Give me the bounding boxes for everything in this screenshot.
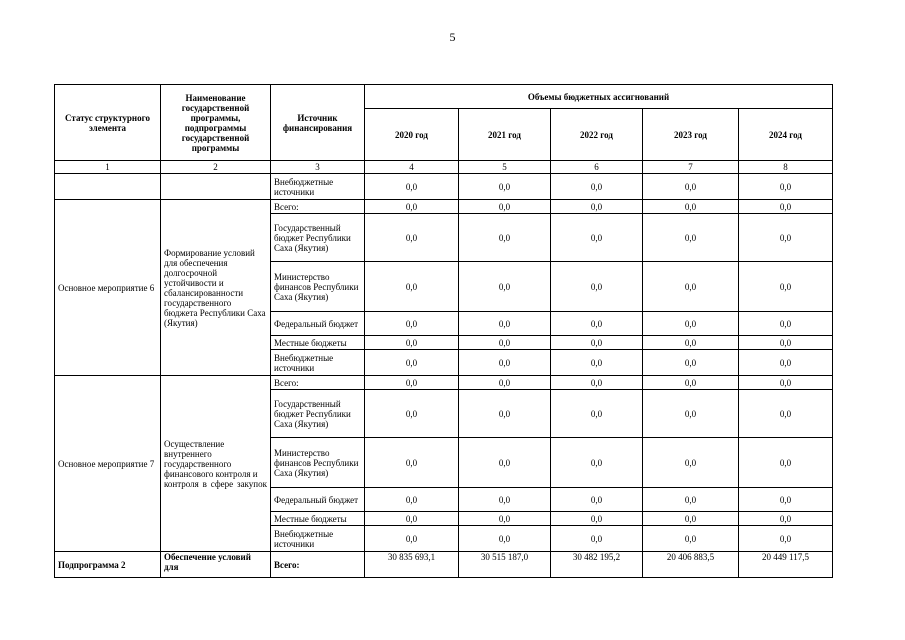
value-cell: 0,0: [365, 200, 459, 214]
value-cell: 0,0: [551, 390, 643, 438]
value-cell: 0,0: [459, 174, 551, 200]
index-cell: 7: [643, 161, 739, 174]
value-cell: 20 449 117,5: [739, 552, 833, 578]
page-number: 5: [449, 30, 456, 44]
value-cell: 0,0: [643, 488, 739, 512]
value-cell: 0,0: [365, 438, 459, 488]
value-cell: 0,0: [551, 262, 643, 312]
value-cell: 0,0: [459, 488, 551, 512]
header-year: 2021 год: [459, 109, 551, 161]
value-cell: 0,0: [459, 336, 551, 350]
table-row: [55, 376, 833, 390]
value-cell: 0,0: [739, 214, 833, 262]
subprogram-name: Обеспечение условий для: [161, 552, 271, 578]
header-year: 2023 год: [643, 109, 739, 161]
header-status: Статус структурного элемента: [55, 85, 161, 161]
table-row: [55, 200, 833, 214]
value-cell: 0,0: [643, 262, 739, 312]
source-cell: Внебюджетные источники: [271, 350, 365, 376]
value-cell: 0,0: [643, 336, 739, 350]
value-cell: 0,0: [551, 512, 643, 526]
source-cell: Федеральный бюджет: [271, 488, 365, 512]
source-cell: Федеральный бюджет: [271, 312, 365, 336]
subprogram-status: Подпрограмма 2: [55, 552, 161, 578]
value-cell: 0,0: [739, 336, 833, 350]
value-cell: 0,0: [739, 174, 833, 200]
source-cell: Министерство финансов Республики Саха (Якутия): [271, 262, 365, 312]
source-cell: Государственный бюджет Республики Саха (Якутия): [271, 390, 365, 438]
value-cell: 0,0: [739, 526, 833, 552]
value-cell: 0,0: [365, 390, 459, 438]
header-year: 2020 год: [365, 109, 459, 161]
source-cell: Внебюджетные источники: [271, 174, 365, 200]
value-cell: 0,0: [551, 174, 643, 200]
value-cell: 0,0: [365, 526, 459, 552]
value-cell: 0,0: [459, 262, 551, 312]
measure-name: Осуществление внутреннего государственного финансового контроля и контроля в сфере закупок: [161, 376, 271, 552]
value-cell: 0,0: [643, 438, 739, 488]
index-cell: 6: [551, 161, 643, 174]
value-cell: 0,0: [459, 390, 551, 438]
table-row: [55, 552, 833, 578]
value-cell: 0,0: [551, 336, 643, 350]
value-cell: 0,0: [459, 376, 551, 390]
index-row: [55, 161, 833, 174]
value-cell: 0,0: [739, 312, 833, 336]
source-cell: Местные бюджеты: [271, 336, 365, 350]
value-cell: 0,0: [739, 350, 833, 376]
value-cell: 0,0: [739, 200, 833, 214]
value-cell: 0,0: [551, 312, 643, 336]
value-cell: 0,0: [459, 200, 551, 214]
header-year: 2024 год: [739, 109, 833, 161]
value-cell: 0,0: [459, 350, 551, 376]
value-cell: 0,0: [365, 262, 459, 312]
value-cell: 0,0: [643, 200, 739, 214]
value-cell: 0,0: [739, 376, 833, 390]
index-cell: 4: [365, 161, 459, 174]
value-cell: 0,0: [551, 376, 643, 390]
status-cell: [55, 174, 161, 200]
value-cell: 0,0: [459, 526, 551, 552]
value-cell: 0,0: [365, 174, 459, 200]
header-name: Наименование государственной программы, подпрограммы государственной программы: [161, 85, 271, 161]
value-cell: 0,0: [739, 512, 833, 526]
index-cell: 5: [459, 161, 551, 174]
source-cell: Местные бюджеты: [271, 512, 365, 526]
value-cell: 0,0: [643, 376, 739, 390]
source-cell: Всего:: [271, 552, 365, 578]
value-cell: 0,0: [551, 350, 643, 376]
value-cell: 0,0: [365, 512, 459, 526]
value-cell: 0,0: [365, 312, 459, 336]
value-cell: 0,0: [365, 488, 459, 512]
value-cell: 0,0: [643, 312, 739, 336]
value-cell: 0,0: [459, 512, 551, 526]
measure-status: Основное мероприятие 7: [55, 376, 161, 552]
value-cell: 20 406 883,5: [643, 552, 739, 578]
value-cell: 0,0: [551, 200, 643, 214]
value-cell: 0,0: [551, 526, 643, 552]
value-cell: 0,0: [365, 214, 459, 262]
value-cell: 30 515 187,0: [459, 552, 551, 578]
name-cell: [161, 174, 271, 200]
value-cell: 30 835 693,1: [365, 552, 459, 578]
header-source: Источник финансирования: [271, 85, 365, 161]
value-cell: 0,0: [739, 488, 833, 512]
value-cell: 0,0: [739, 262, 833, 312]
table-row: [55, 174, 833, 200]
value-cell: 0,0: [365, 376, 459, 390]
value-cell: 0,0: [365, 336, 459, 350]
header-volumes: Объемы бюджетных ассигнований: [365, 85, 833, 109]
source-cell: Всего:: [271, 200, 365, 214]
index-cell: 3: [271, 161, 365, 174]
value-cell: 0,0: [459, 312, 551, 336]
value-cell: 0,0: [551, 488, 643, 512]
index-cell: 8: [739, 161, 833, 174]
value-cell: 0,0: [739, 438, 833, 488]
index-cell: 2: [161, 161, 271, 174]
source-cell: Всего:: [271, 376, 365, 390]
value-cell: 0,0: [643, 214, 739, 262]
header-year: 2022 год: [551, 109, 643, 161]
measure-status: Основное мероприятие 6: [55, 200, 161, 376]
value-cell: 0,0: [643, 512, 739, 526]
value-cell: 30 482 195,2: [551, 552, 643, 578]
value-cell: 0,0: [551, 214, 643, 262]
value-cell: 0,0: [459, 214, 551, 262]
value-cell: 0,0: [365, 350, 459, 376]
value-cell: 0,0: [643, 350, 739, 376]
value-cell: 0,0: [739, 390, 833, 438]
budget-table: [54, 84, 833, 578]
index-cell: 1: [55, 161, 161, 174]
value-cell: 0,0: [551, 438, 643, 488]
value-cell: 0,0: [643, 390, 739, 438]
value-cell: 0,0: [459, 438, 551, 488]
source-cell: Министерство финансов Республики Саха (Якутия): [271, 438, 365, 488]
value-cell: 0,0: [643, 174, 739, 200]
measure-name: Формирование условий для обеспечения долгосрочной устойчивости и сбалансированности государственного бюджета Республики Саха (Якутия): [161, 200, 271, 376]
value-cell: 0,0: [643, 526, 739, 552]
source-cell: Государственный бюджет Республики Саха (Якутия): [271, 214, 365, 262]
source-cell: Внебюджетные источники: [271, 526, 365, 552]
